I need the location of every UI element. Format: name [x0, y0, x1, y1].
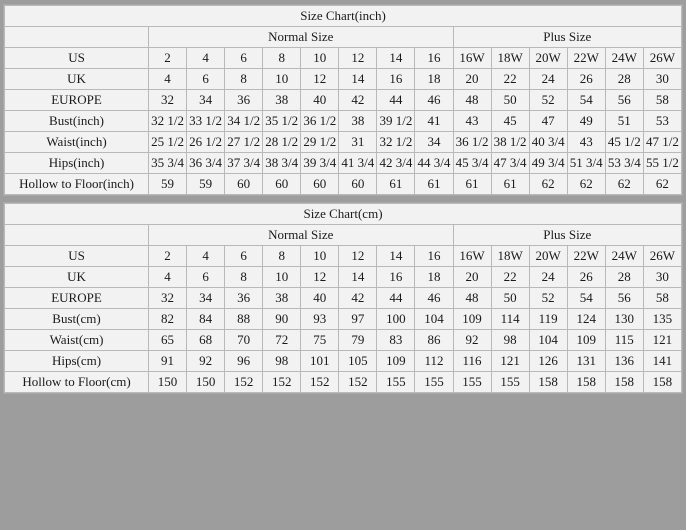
cell: 59 [187, 174, 225, 195]
cell: 105 [339, 351, 377, 372]
cell: 8 [225, 69, 263, 90]
table-row [5, 153, 682, 174]
cell: 26W [643, 48, 681, 69]
group-label-plus: Plus Size [453, 225, 682, 246]
cell: 49 [567, 111, 605, 132]
cell: 12 [301, 69, 339, 90]
cell: 45 1/2 [605, 132, 643, 153]
cell: 150 [149, 372, 187, 393]
cell: 91 [149, 351, 187, 372]
cell: 45 3/4 [453, 153, 491, 174]
cell: 44 3/4 [415, 153, 453, 174]
cell: 16 [415, 48, 453, 69]
cell: 79 [339, 330, 377, 351]
cell: 44 [377, 90, 415, 111]
cell: 60 [301, 174, 339, 195]
cell: 20 [453, 69, 491, 90]
cell: 22W [567, 246, 605, 267]
table-row [5, 309, 682, 330]
cell: 4 [187, 246, 225, 267]
cell: 43 [567, 132, 605, 153]
table-row [5, 330, 682, 351]
cell: 4 [187, 48, 225, 69]
cell: 86 [415, 330, 453, 351]
cell: 158 [529, 372, 567, 393]
cell: 10 [301, 246, 339, 267]
row-label-europe: EUROPE [5, 90, 149, 111]
cell: 16W [453, 48, 491, 69]
cell: 158 [643, 372, 681, 393]
cell: 109 [567, 330, 605, 351]
cell: 68 [187, 330, 225, 351]
cell: 18 [415, 267, 453, 288]
cell: 158 [567, 372, 605, 393]
table-row [5, 174, 682, 195]
cell: 46 [415, 288, 453, 309]
cell: 62 [567, 174, 605, 195]
cell: 36 1/2 [301, 111, 339, 132]
cell: 50 [491, 90, 529, 111]
cell: 39 3/4 [301, 153, 339, 174]
table-row [5, 132, 682, 153]
cell: 16W [453, 246, 491, 267]
cell: 36 [225, 288, 263, 309]
cell: 109 [453, 309, 491, 330]
cell: 44 [377, 288, 415, 309]
cell: 37 3/4 [225, 153, 263, 174]
cell: 97 [339, 309, 377, 330]
cell: 33 1/2 [187, 111, 225, 132]
row-label-hollow-to-floor: Hollow to Floor(inch) [5, 174, 149, 195]
cell: 4 [149, 267, 187, 288]
row-label-hollow-to-floor: Hollow to Floor(cm) [5, 372, 149, 393]
cell: 25 1/2 [149, 132, 187, 153]
cell: 46 [415, 90, 453, 111]
cell: 42 3/4 [377, 153, 415, 174]
cell: 38 [263, 90, 301, 111]
cell: 61 [377, 174, 415, 195]
cell: 26 [567, 69, 605, 90]
cell: 24 [529, 69, 567, 90]
row-label-bust: Bust(inch) [5, 111, 149, 132]
cell: 38 3/4 [263, 153, 301, 174]
table-row [5, 111, 682, 132]
cell: 152 [301, 372, 339, 393]
cell: 61 [415, 174, 453, 195]
table-row-title [5, 6, 682, 27]
cell: 72 [263, 330, 301, 351]
row-label-bust: Bust(cm) [5, 309, 149, 330]
row-label-us: US [5, 246, 149, 267]
cell: 36 1/2 [453, 132, 491, 153]
cell: 115 [605, 330, 643, 351]
cell: 6 [187, 69, 225, 90]
cell: 96 [225, 351, 263, 372]
cell: 131 [567, 351, 605, 372]
cell: 60 [339, 174, 377, 195]
cell: 26W [643, 246, 681, 267]
cell: 152 [225, 372, 263, 393]
cell: 18W [491, 246, 529, 267]
cell: 34 [187, 90, 225, 111]
cell: 14 [339, 267, 377, 288]
cell: 100 [377, 309, 415, 330]
cell: 4 [149, 69, 187, 90]
cell: 35 3/4 [149, 153, 187, 174]
cell: 65 [149, 330, 187, 351]
cell: 55 1/2 [643, 153, 681, 174]
cell: 10 [263, 69, 301, 90]
cell: 51 [605, 111, 643, 132]
cell: 20W [529, 246, 567, 267]
cell: 42 [339, 90, 377, 111]
cell: 60 [225, 174, 263, 195]
cell: 16 [377, 267, 415, 288]
cell: 61 [491, 174, 529, 195]
cell: 124 [567, 309, 605, 330]
cell: 12 [301, 267, 339, 288]
row-label-europe: EUROPE [5, 288, 149, 309]
cell: 52 [529, 90, 567, 111]
cell: 41 [415, 111, 453, 132]
table-row-groups [5, 225, 682, 246]
cell: 48 [453, 288, 491, 309]
size-chart-inch [3, 4, 683, 196]
cell: 32 [149, 90, 187, 111]
group-label-normal: Normal Size [149, 27, 454, 48]
cell: 32 1/2 [377, 132, 415, 153]
cell: 22 [491, 69, 529, 90]
cell: 40 3/4 [529, 132, 567, 153]
cell: 31 [339, 132, 377, 153]
cell: 16 [415, 246, 453, 267]
cell: 60 [263, 174, 301, 195]
row-label-hips: Hips(inch) [5, 153, 149, 174]
cell: 28 1/2 [263, 132, 301, 153]
cell: 27 1/2 [225, 132, 263, 153]
table-row [5, 246, 682, 267]
cell: 36 3/4 [187, 153, 225, 174]
cell: 45 [491, 111, 529, 132]
cell: 32 [149, 288, 187, 309]
cell: 34 [415, 132, 453, 153]
corner-cell [5, 225, 149, 246]
cell: 35 1/2 [263, 111, 301, 132]
chart-title: Size Chart(cm) [5, 204, 682, 225]
cell: 28 [605, 267, 643, 288]
cell: 93 [301, 309, 339, 330]
table-row-title [5, 204, 682, 225]
cell: 40 [301, 90, 339, 111]
cell: 158 [605, 372, 643, 393]
row-label-waist: Waist(cm) [5, 330, 149, 351]
cell: 155 [491, 372, 529, 393]
cell: 6 [225, 246, 263, 267]
cell: 88 [225, 309, 263, 330]
cell: 126 [529, 351, 567, 372]
row-label-hips: Hips(cm) [5, 351, 149, 372]
cell: 18 [415, 69, 453, 90]
cell: 62 [605, 174, 643, 195]
cell: 53 3/4 [605, 153, 643, 174]
size-chart-cm [3, 202, 683, 394]
group-label-normal: Normal Size [149, 225, 454, 246]
cell: 2 [149, 246, 187, 267]
cell: 38 1/2 [491, 132, 529, 153]
cell: 90 [263, 309, 301, 330]
cell: 150 [187, 372, 225, 393]
cell: 104 [529, 330, 567, 351]
cell: 16 [377, 69, 415, 90]
cell: 29 1/2 [301, 132, 339, 153]
cell: 98 [491, 330, 529, 351]
cell: 135 [643, 309, 681, 330]
cell: 30 [643, 69, 681, 90]
table-row [5, 351, 682, 372]
cell: 43 [453, 111, 491, 132]
cell: 155 [453, 372, 491, 393]
cell: 10 [301, 48, 339, 69]
cell: 136 [605, 351, 643, 372]
cell: 38 [263, 288, 301, 309]
row-label-us: US [5, 48, 149, 69]
cell: 84 [187, 309, 225, 330]
cell: 51 3/4 [567, 153, 605, 174]
cell: 121 [491, 351, 529, 372]
cell: 112 [415, 351, 453, 372]
cell: 53 [643, 111, 681, 132]
cell: 52 [529, 288, 567, 309]
cell: 24W [605, 48, 643, 69]
cell: 24W [605, 246, 643, 267]
cell: 14 [339, 69, 377, 90]
cell: 58 [643, 288, 681, 309]
cell: 54 [567, 90, 605, 111]
cell: 50 [491, 288, 529, 309]
table-row [5, 267, 682, 288]
cell: 47 3/4 [491, 153, 529, 174]
cell: 38 [339, 111, 377, 132]
row-label-waist: Waist(inch) [5, 132, 149, 153]
cell: 39 1/2 [377, 111, 415, 132]
cell: 83 [377, 330, 415, 351]
cell: 36 [225, 90, 263, 111]
cell: 109 [377, 351, 415, 372]
cell: 26 [567, 267, 605, 288]
cell: 47 1/2 [643, 132, 681, 153]
cell: 62 [529, 174, 567, 195]
cell: 119 [529, 309, 567, 330]
cell: 22 [491, 267, 529, 288]
cell: 101 [301, 351, 339, 372]
cell: 34 [187, 288, 225, 309]
cell: 10 [263, 267, 301, 288]
chart-title: Size Chart(inch) [5, 6, 682, 27]
cell: 8 [263, 48, 301, 69]
cell: 152 [339, 372, 377, 393]
cell: 12 [339, 48, 377, 69]
cell: 14 [377, 246, 415, 267]
cell: 70 [225, 330, 263, 351]
cell: 30 [643, 267, 681, 288]
cell: 26 1/2 [187, 132, 225, 153]
cell: 155 [377, 372, 415, 393]
cell: 141 [643, 351, 681, 372]
table-row [5, 372, 682, 393]
table-row [5, 90, 682, 111]
cell: 32 1/2 [149, 111, 187, 132]
size-chart-inch-table [4, 5, 682, 195]
corner-cell [5, 27, 149, 48]
cell: 42 [339, 288, 377, 309]
cell: 82 [149, 309, 187, 330]
cell: 56 [605, 288, 643, 309]
cell: 54 [567, 288, 605, 309]
cell: 12 [339, 246, 377, 267]
cell: 18W [491, 48, 529, 69]
cell: 92 [453, 330, 491, 351]
cell: 28 [605, 69, 643, 90]
cell: 22W [567, 48, 605, 69]
size-chart-cm-table [4, 203, 682, 393]
cell: 98 [263, 351, 301, 372]
cell: 20W [529, 48, 567, 69]
cell: 130 [605, 309, 643, 330]
cell: 14 [377, 48, 415, 69]
cell: 41 3/4 [339, 153, 377, 174]
cell: 40 [301, 288, 339, 309]
cell: 56 [605, 90, 643, 111]
cell: 58 [643, 90, 681, 111]
cell: 48 [453, 90, 491, 111]
table-row [5, 288, 682, 309]
cell: 20 [453, 267, 491, 288]
cell: 114 [491, 309, 529, 330]
cell: 92 [187, 351, 225, 372]
cell: 121 [643, 330, 681, 351]
cell: 6 [225, 48, 263, 69]
cell: 59 [149, 174, 187, 195]
cell: 24 [529, 267, 567, 288]
cell: 47 [529, 111, 567, 132]
cell: 116 [453, 351, 491, 372]
cell: 49 3/4 [529, 153, 567, 174]
cell: 34 1/2 [225, 111, 263, 132]
cell: 75 [301, 330, 339, 351]
group-label-plus: Plus Size [453, 27, 682, 48]
cell: 8 [225, 267, 263, 288]
cell: 155 [415, 372, 453, 393]
cell: 152 [263, 372, 301, 393]
cell: 6 [187, 267, 225, 288]
cell: 2 [149, 48, 187, 69]
cell: 61 [453, 174, 491, 195]
row-label-uk: UK [5, 267, 149, 288]
cell: 62 [643, 174, 681, 195]
table-row-groups [5, 27, 682, 48]
cell: 8 [263, 246, 301, 267]
table-row [5, 48, 682, 69]
row-label-uk: UK [5, 69, 149, 90]
table-row [5, 69, 682, 90]
cell: 104 [415, 309, 453, 330]
